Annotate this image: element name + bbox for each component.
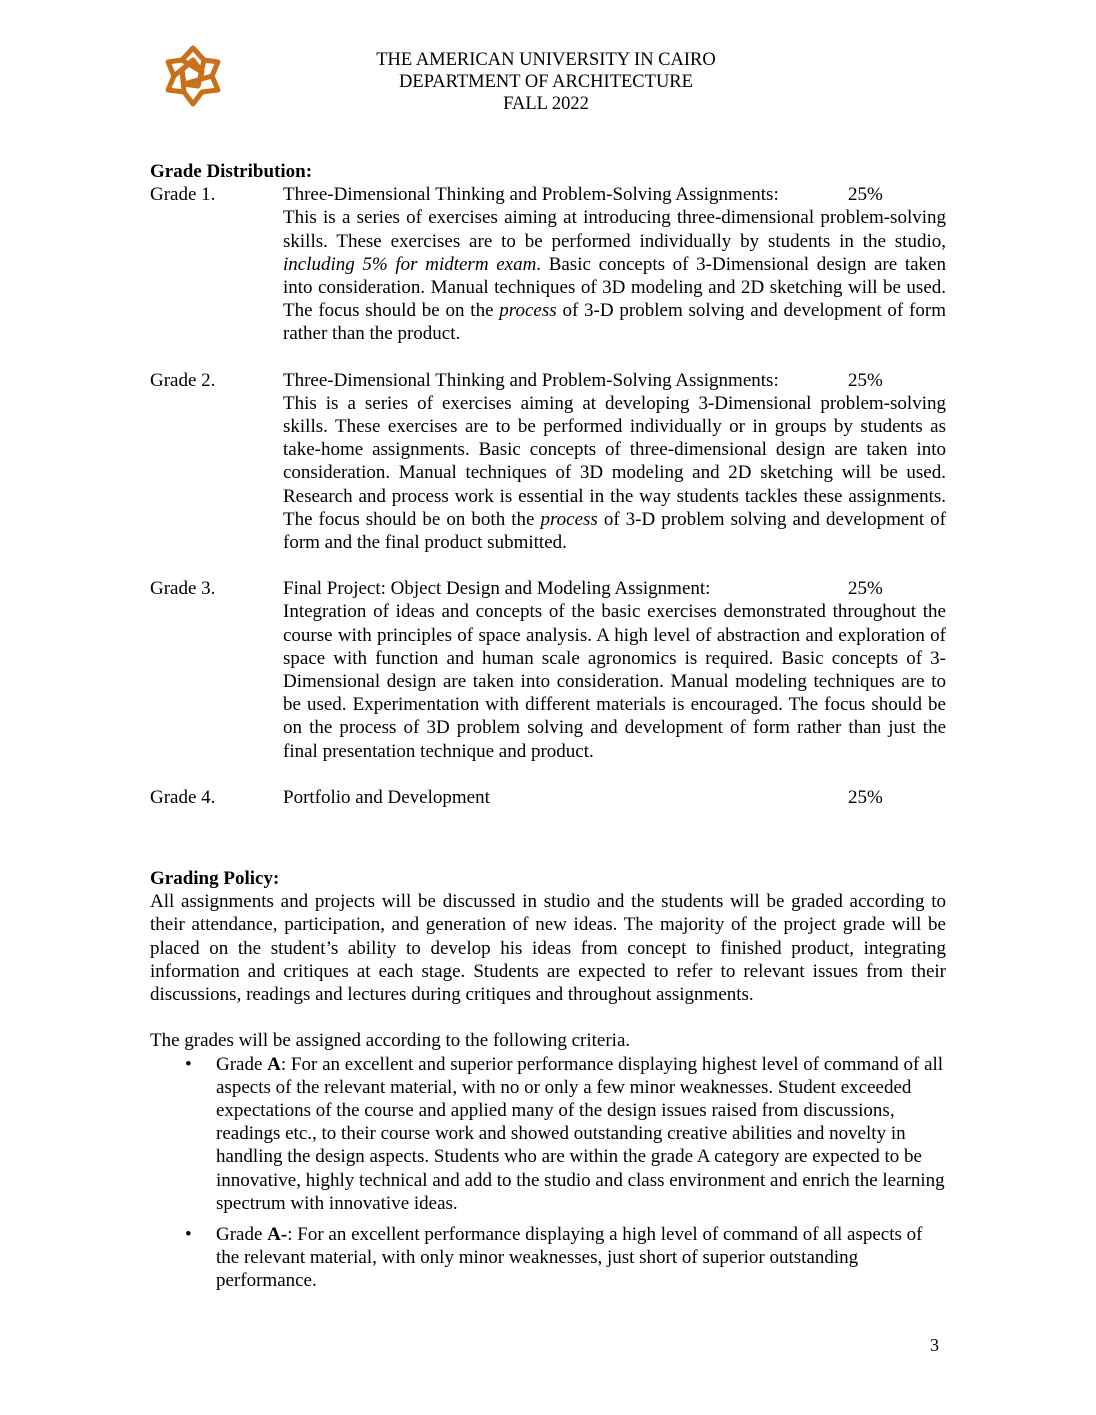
criteria-list (150, 1053, 946, 1293)
grade-distribution-heading: Grade Distribution: (150, 161, 313, 182)
university-name: THE AMERICAN UNIVERSITY IN CAIRO (376, 50, 716, 70)
grade-title: Three-Dimensional Thinking and Problem-Solving Assignments: (283, 184, 779, 206)
grade-title: Portfolio and Development (283, 786, 490, 808)
grade-title: Final Project: Object Design and Modeling Assignment: (283, 578, 711, 600)
grade-percent: 25% (848, 369, 883, 391)
grade-percent: 25% (848, 786, 883, 808)
grade-title-row (283, 786, 946, 809)
grade-label: Grade 3. (150, 578, 216, 600)
grade-title-row (283, 183, 946, 206)
page-number: 3 (930, 1335, 939, 1355)
grade-letter: A- (267, 1223, 288, 1245)
grade-label: Grade 2. (150, 369, 216, 391)
grade-item (150, 369, 946, 555)
bullet-icon: • (185, 1223, 192, 1245)
grade-label: Grade 1. (150, 184, 216, 206)
grade-description: Integration of ideas and concepts of the basic exercises demonstrated throughout the course with principles of space analysis. A high level of abstraction and exploration of space with function and human scale agronomics is required. Basic concepts of 3-Dimensional design are taken into consideration. Manual modeling techniques are to be used. Experimentation with different materials is encouraged. The focus should be on the process of 3D problem solving and development of form rather than just the final presentation technique and product. (283, 601, 946, 762)
grade-percent: 25% (848, 578, 883, 600)
department-name: DEPARTMENT OF ARCHITECTURE (399, 72, 693, 92)
grade-description: This is a series of exercises aiming at developing 3-Dimensional problem-solving skills. These exercises are to be performed individually or in groups by students as take-home assignments. Basic concepts of three-dimensional design are taken into consideration. Manual techniques of 3D modeling and 2D sketching will be used. Research and process work is essential in the way students tackles these assignments. The focus should be on both the process of 3-D problem solving and development of form and the final product submitted. (283, 392, 946, 554)
grade-title-row (283, 577, 946, 600)
page-header (300, 49, 792, 115)
grade-label: Grade 4. (150, 786, 216, 808)
grading-policy-paragraph: All assignments and projects will be discussed in studio and the students will be graded according to their attendance, participation, and generation of new ideas. The majority of the project grade will be placed on the student’s ability to develop his ideas from concept to finished product, integrating information and critiques at each stage. Students are expected to refer to relevant issues from their discussions, readings and lectures during critiques and throughout assignments. (150, 891, 946, 1006)
grade-description: This is a series of exercises aiming at introducing three-dimensional problem-solving skills. These exercises are to be performed individually by students in the studio, including 5% for midterm exam. Basic concepts of 3-Dimensional design are taken into consideration. Manual techniques of 3D modeling and 2D sketching will be used. The focus should be on the process of 3-D problem solving and development of form rather than the product. (283, 207, 946, 345)
grade-title-row (283, 369, 946, 392)
grade-letter: A (267, 1053, 281, 1075)
grade-item (150, 577, 946, 763)
bullet-icon: • (185, 1053, 192, 1075)
criteria-intro: The grades will be assigned according to the following criteria. (150, 1030, 631, 1052)
grade-title: Three-Dimensional Thinking and Problem-Solving Assignments: (283, 369, 779, 391)
grade-percent: 25% (848, 184, 883, 206)
grade-item (150, 786, 946, 809)
auc-logo-icon (160, 42, 226, 108)
grading-policy-heading: Grading Policy: (150, 868, 280, 890)
semester: FALL 2022 (503, 94, 589, 114)
list-item: • Grade A-: For an excellent performance displaying a high level of command of all aspects of the relevant material, with only minor weaknesses, just short of superior outstanding performance. (185, 1223, 923, 1292)
list-item: • Grade A: For an excellent and superior performance displaying highest level of command of all aspects of the relevant material, with no or only a few minor weaknesses. Student exceeded expectations of the course and applied many of the design issues raised from discussions, readings etc., to their course work and showed outstanding creative abilities and novelty in handling the design aspects. Students who are within the grade A category are expected to be innovative, highly technical and add to the studio and class environment and enrich the learning spectrum with innovative ideas. (185, 1053, 945, 1214)
document-body (150, 160, 946, 1293)
grade-item (150, 183, 946, 345)
